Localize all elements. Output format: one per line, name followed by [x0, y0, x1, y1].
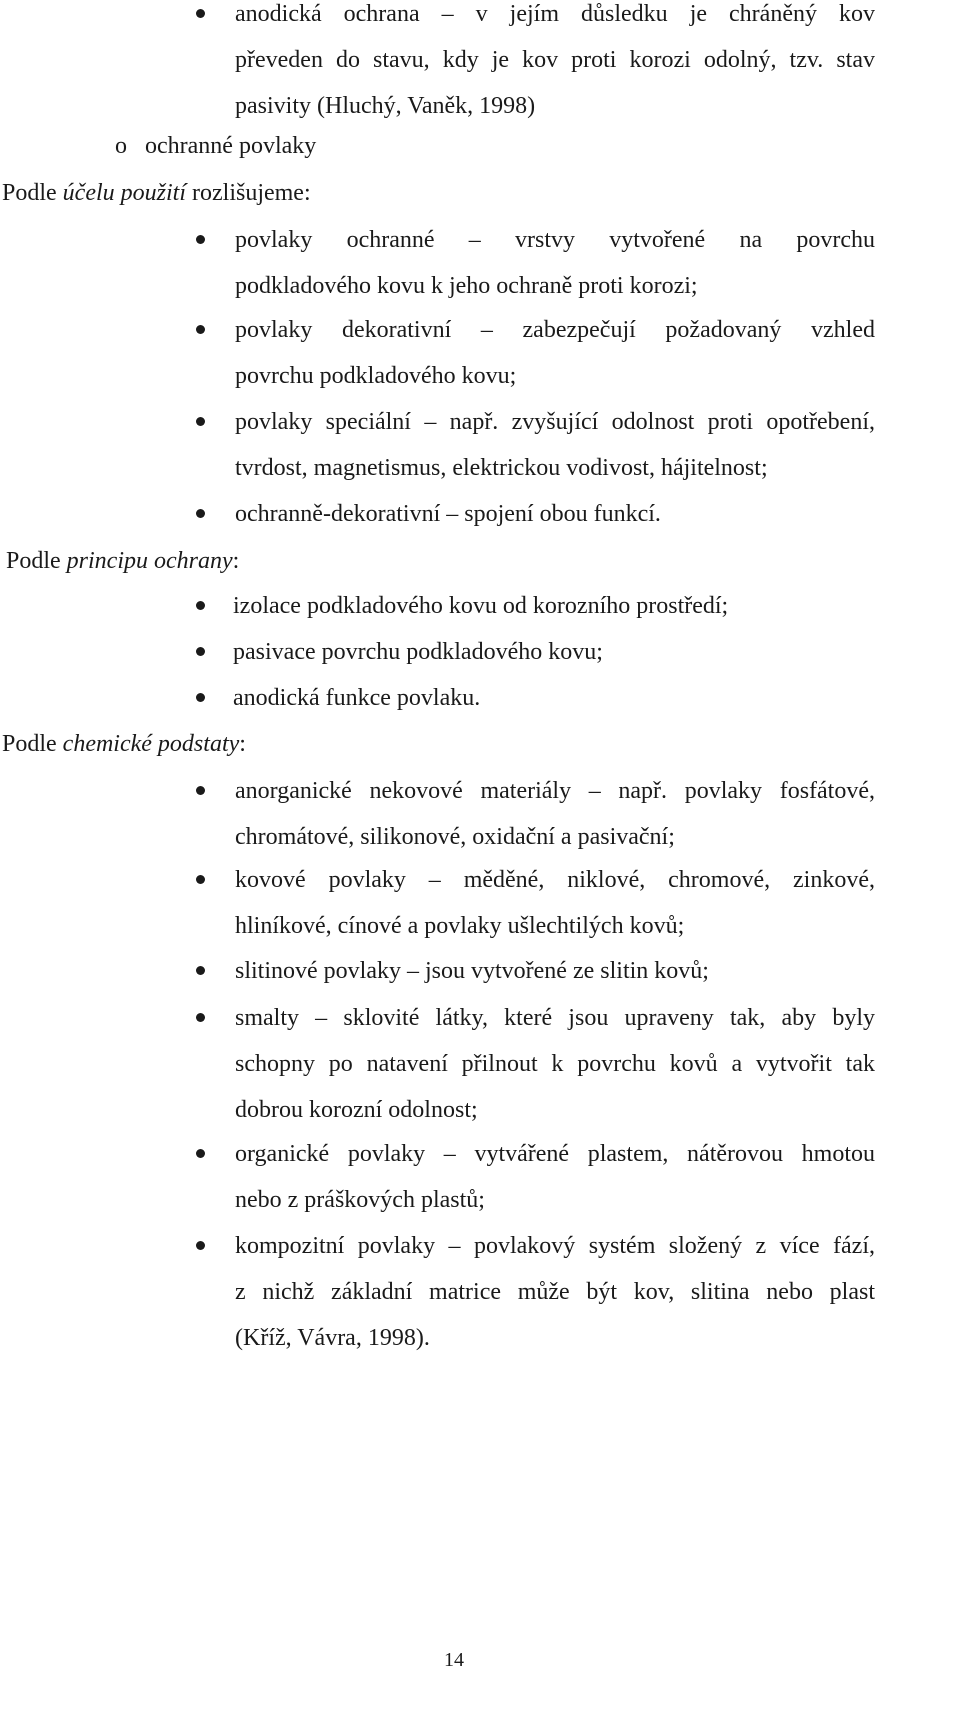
heading-suffix: :: [232, 548, 240, 574]
heading-prefix: Podle: [6, 548, 67, 574]
bullet-dot-icon: [196, 786, 205, 795]
list-item-line: slitinové povlaky – jsou vytvořené ze slitin kovů;: [235, 958, 709, 984]
list-item-line: (Kříž, Vávra, 1998).: [235, 1325, 430, 1351]
heading-suffix: :: [239, 731, 246, 757]
bullet-dot-icon: [196, 1241, 205, 1250]
list-item-line: izolace podkladového kovu od korozního prostředí;: [233, 593, 729, 619]
sub-item-marker: o: [115, 133, 127, 159]
page-number: 14: [444, 1649, 464, 1671]
bullet-dot-icon: [196, 417, 205, 426]
bullet-dot-icon: [196, 966, 205, 975]
list-item-line: smalty – sklovité látky, které jsou upraveny tak, aby byly: [235, 1005, 875, 1031]
list-item-line: organické povlaky – vytvářené plastem, nátěrovou hmotou: [235, 1141, 875, 1167]
list-item-line: tvrdost, magnetismus, elektrickou vodivost, hájitelnost;: [235, 455, 768, 481]
list-item-line: pasivace povrchu podkladového kovu;: [233, 639, 603, 665]
list-item-line: pasivity (Hluchý, Vaněk, 1998): [235, 93, 536, 119]
bullet-dot-icon: [196, 325, 205, 334]
bullet-dot-icon: [196, 1149, 205, 1158]
heading-emphasis: účelu použití: [62, 180, 186, 206]
bullet-dot-icon: [196, 875, 205, 884]
heading-prefix: Podle: [2, 180, 63, 206]
bullet-dot-icon: [196, 235, 205, 244]
bullet-dot-icon: [196, 601, 205, 610]
sub-item-label: ochranné povlaky: [145, 133, 317, 159]
bullet-dot-icon: [196, 1013, 205, 1022]
bullet-dot-icon: [196, 693, 205, 702]
list-item-line: hliníkové, cínové a povlaky ušlechtilých kovů;: [235, 913, 685, 939]
list-item-line: kompozitní povlaky – povlakový systém složený z více fází,: [235, 1233, 875, 1259]
list-item-line: kovové povlaky – měděné, niklové, chromové, zinkové,: [235, 867, 875, 893]
list-item-line: povrchu podkladového kovu;: [235, 363, 517, 389]
list-item-line: nebo z práškových plastů;: [235, 1187, 485, 1213]
list-item-line: schopny po natavení přilnout k povrchu kovů a vytvořit tak: [235, 1051, 875, 1077]
sub-item: [115, 131, 316, 161]
list-item-line: ochranně-dekorativní – spojení obou funkcí.: [235, 501, 661, 527]
list-item-line: podkladového kovu k jeho ochraně proti korozi;: [235, 273, 698, 299]
heading-suffix: rozlišujeme:: [186, 180, 311, 206]
list-item-line: anodická ochrana – v jejím důsledku je chráněný kov: [235, 1, 875, 27]
list-item-line: chromátové, silikonové, oxidační a pasivační;: [235, 824, 675, 850]
list-item-line: povlaky speciální – např. zvyšující odolnost proti opotřebení,: [235, 409, 875, 435]
section-heading: [6, 546, 239, 576]
heading-emphasis: principu ochrany: [66, 548, 233, 574]
bullet-dot-icon: [196, 647, 205, 656]
list-item-line: anodická funkce povlaku.: [233, 685, 481, 711]
section-heading: [2, 178, 311, 208]
list-item-line: povlaky dekorativní – zabezpečují požadovaný vzhled: [235, 317, 875, 343]
heading-prefix: Podle: [2, 731, 63, 757]
section-heading: [2, 729, 246, 759]
bullet-dot-icon: [196, 509, 205, 518]
list-item-line: anorganické nekovové materiály – např. povlaky fosfátové,: [235, 778, 875, 804]
list-item-line: povlaky ochranné – vrstvy vytvořené na povrchu: [235, 227, 875, 253]
list-item-line: převeden do stavu, kdy je kov proti korozi odolný, tzv. stav: [235, 47, 875, 73]
bullet-dot-icon: [196, 9, 205, 18]
list-item-line: z nichž základní matrice může být kov, slitina nebo plast: [235, 1279, 875, 1305]
list-item-line: dobrou korozní odolnost;: [235, 1097, 478, 1123]
heading-emphasis: chemické podstaty: [62, 731, 240, 757]
